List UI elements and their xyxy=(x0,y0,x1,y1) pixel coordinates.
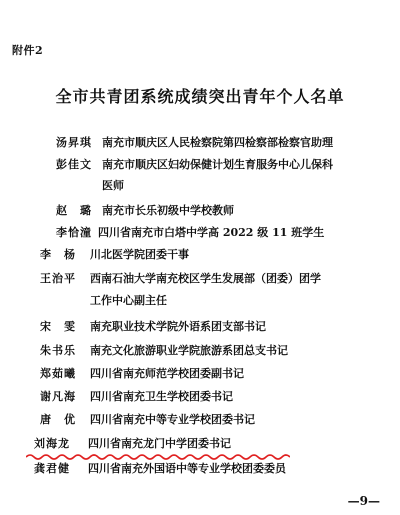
person-position: 南充市顺庆区妇幼保健计划生育服务中心儿保科 xyxy=(102,158,333,171)
person-position: 南充文化旅游职业学院旅游系团总支书记 xyxy=(90,344,288,357)
person-position: 南充市长乐初级中学校教师 xyxy=(102,204,234,217)
person-name: 朱书乐 xyxy=(40,344,76,357)
person-name: 王治平 xyxy=(40,272,76,285)
person-name: 龚君健 xyxy=(34,462,70,475)
person-name: 李 杨 xyxy=(40,248,76,261)
person-position: 四川省南充龙门中学团委书记 xyxy=(88,437,231,450)
page-title: 全市共青团系统成绩突出青年个人名单 xyxy=(55,87,345,106)
person-name: 郑茹曦 xyxy=(40,367,76,380)
person-name: 刘海龙 xyxy=(34,437,70,450)
person-name: 赵 璐 xyxy=(56,204,92,217)
person-position: 川北医学院团委干事 xyxy=(90,248,189,261)
person-position-continued: 工作中心副主任 xyxy=(90,294,167,307)
person-position: 西南石油大学南充校区学生发展部（团委）团学 xyxy=(90,272,321,285)
person-position: 四川省南充师范学校团委副书记 xyxy=(90,367,244,380)
person-position-continued: 医师 xyxy=(102,179,124,192)
person-name: 李恰潼 xyxy=(56,226,92,239)
person-position: 四川省南充市白塔中学高 2022 级 11 班学生 xyxy=(98,226,325,239)
person-position: 四川省南充卫生学校团委书记 xyxy=(90,390,233,403)
person-name: 宋 雯 xyxy=(40,320,76,333)
person-position: 南充市顺庆区人民检察院第四检察部检察官助理 xyxy=(102,136,333,149)
person-name: 汤昇琪 xyxy=(56,136,92,149)
person-name: 唐 优 xyxy=(40,413,76,426)
person-position: 四川省南充外国语中等专业学校团委委员 xyxy=(88,462,286,475)
person-position: 南充职业技术学院外语系团支部书记 xyxy=(90,320,266,333)
person-name: 谢凡海 xyxy=(40,390,76,403)
red-wavy-underline xyxy=(26,453,290,461)
attachment-label: 附件2 xyxy=(12,44,44,57)
person-position: 四川省南充中等专业学校团委书记 xyxy=(90,413,255,426)
page-number: —9— xyxy=(347,494,380,508)
person-name: 彭佳文 xyxy=(56,158,92,171)
